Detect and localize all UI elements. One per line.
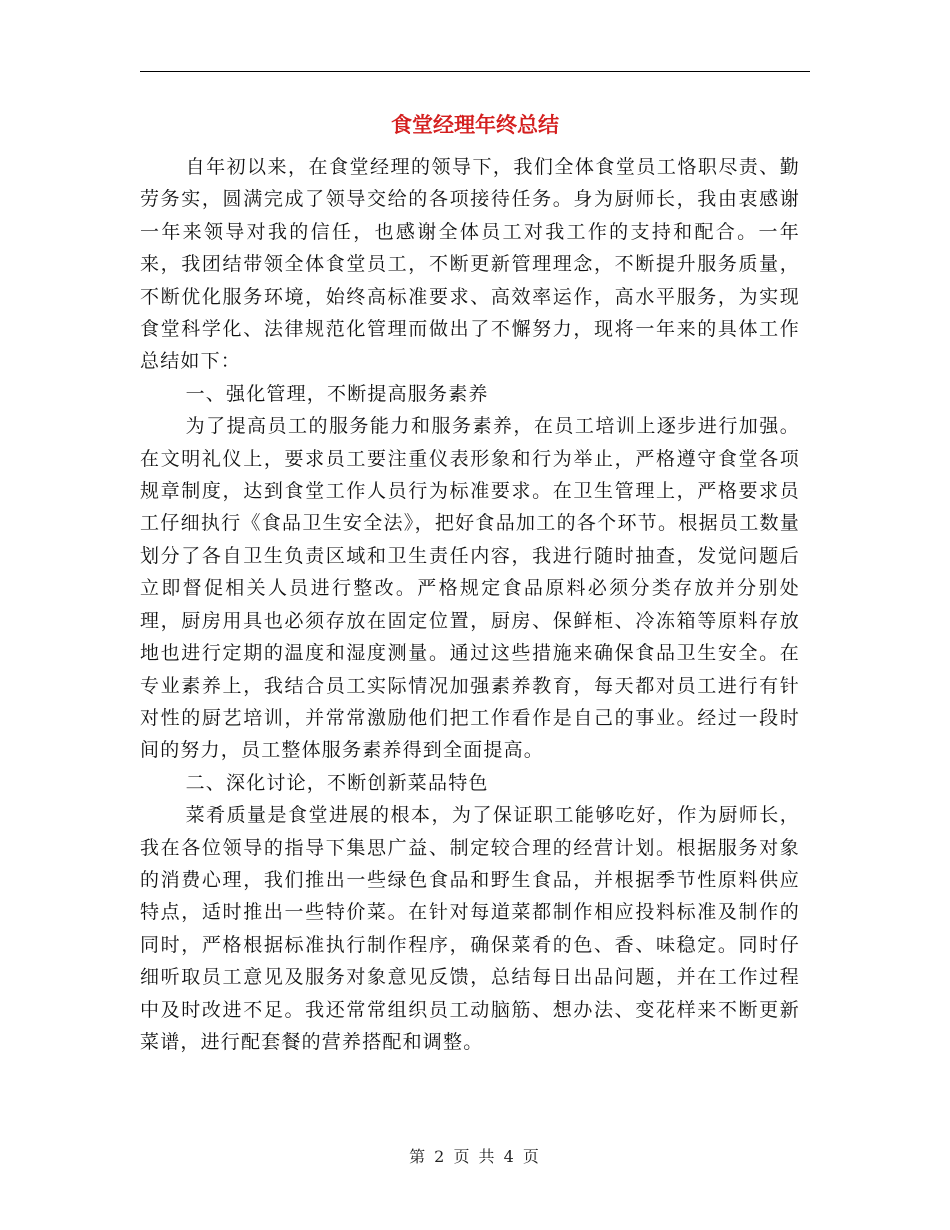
header-rule [140,71,810,72]
section-heading-1: 一、强化管理，不断提高服务素养 [185,382,489,405]
paragraph-section-2: 菜肴质量是食堂进展的根本，为了保证职工能够吃好，作为厨师长，我在各位领导的指导下集思广益、制定较合理的经营计划。根据服务对象的消费心理，我们推出一些绿色食品和野生食品，并根据季节性原料供应特点，适时推出一些特价菜。在针对每道菜都制作相应投料标准及制作的同时，严格根据标准执行制作程序，确保菜肴的色、香、味稳定。同时仔细听取员工意见及服务对象意见反馈，总结每日出品问题，并在工作过程中及时改进不足。我还常常组织员工动脑筋、想办法、变花样来不断更新菜谱，进行配套餐的营养搭配和调整。 [140,804,800,1053]
paragraph-section-1: 为了提高员工的服务能力和服务素养，在员工培训上逐步进行加强。在文明礼仪上，要求员工要注重仪表形象和行为举止，严格遵守食堂各项规章制度，达到食堂工作人员行为标准要求。在卫生管理上，严格要求员工仔细执行《食品卫生安全法》，把好食品加工的各个环节。根据员工数量划分了各自卫生负责区域和卫生责任内容，我进行随时抽查，发觉问题后立即督促相关人员进行整改。严格规定食品原料必须分类存放并分别处理，厨房用具也必须存放在固定位置，厨房、保鲜柜、冷冻箱等原料存放地也进行定期的温度和湿度测量。通过这些措施来确保食品卫生安全。在专业素养上，我结合员工实际情况加强素养教育，每天都对员工进行有针对性的厨艺培训，并常常激励他们把工作看作是自己的事业。经过一段时间的努力，员工整体服务素养得到全面提高。 [140,415,800,762]
page-number: 第 2 页 共 4 页 [409,1147,541,1166]
document-body [140,151,800,1058]
document-title: 食堂经理年终总结 [391,113,559,137]
section-heading-2: 二、深化讨论，不断创新菜品特色 [185,771,489,794]
paragraph-intro: 自年初以来，在食堂经理的领导下，我们全体食堂员工恪职尽责、勤劳务实，圆满完成了领导交给的各项接待任务。身为厨师长，我由衷感谢一年来领导对我的信任，也感谢全体员工对我工作的支持和配合。一年来，我团结带领全体食堂员工，不断更新管理理念，不断提升服务质量，不断优化服务环境，始终高标准要求、高效率运作，高水平服务，为实现食堂科学化、法律规范化管理而做出了不懈努力，现将一年来的具体工作总结如下： [140,156,800,373]
